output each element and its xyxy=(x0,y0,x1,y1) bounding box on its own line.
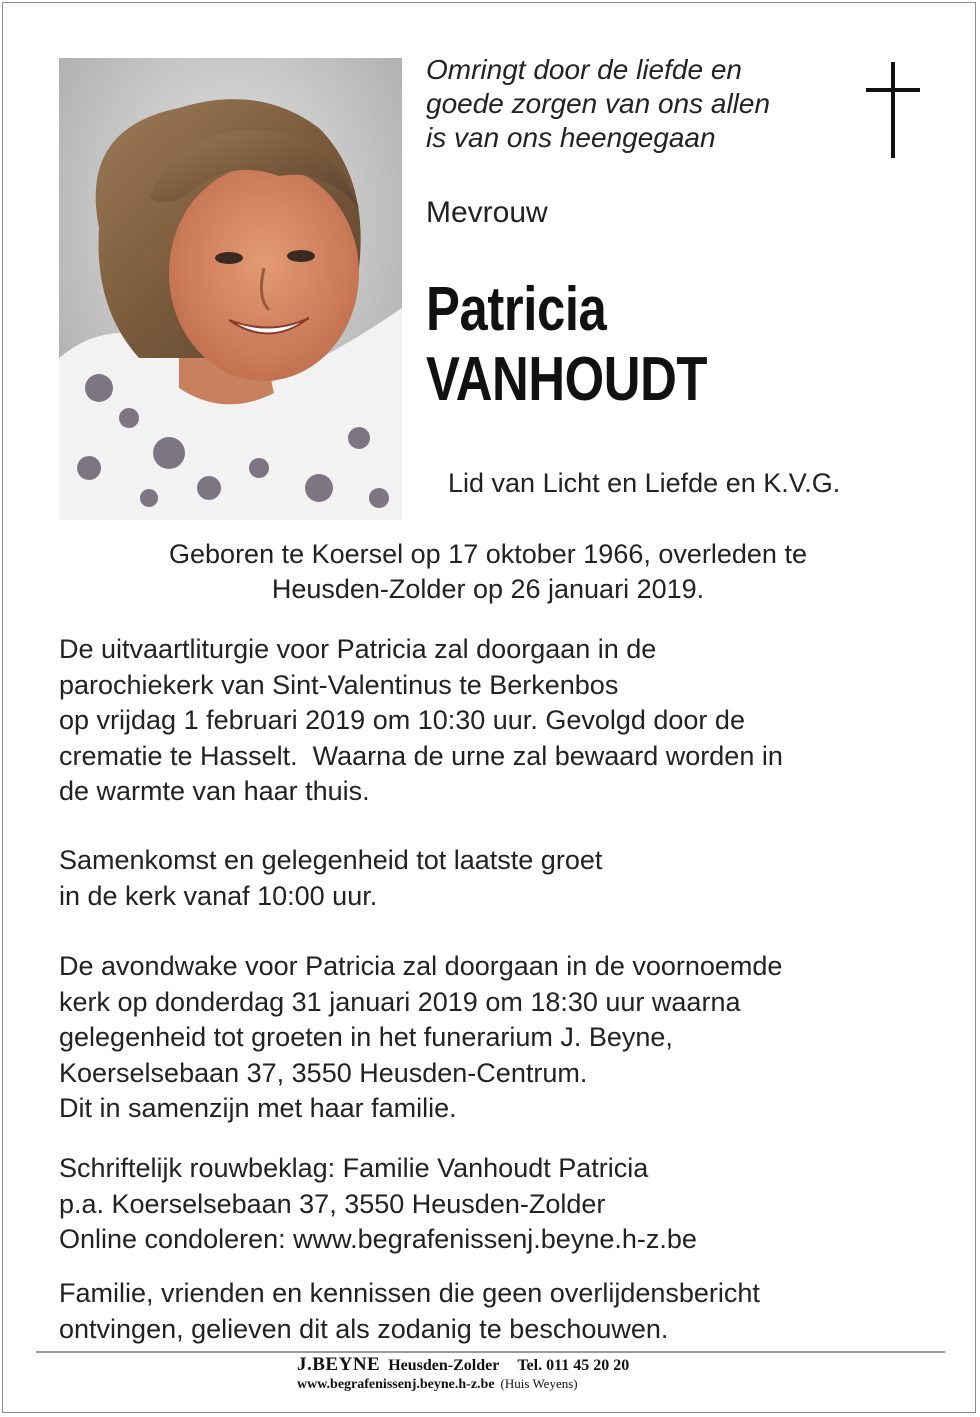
vigil-paragraph xyxy=(59,949,939,1127)
gathering-paragraph xyxy=(59,843,939,914)
vigil-line: Dit in samenzijn met haar familie. xyxy=(59,1093,457,1123)
deceased-name xyxy=(426,275,707,415)
portrait-photo xyxy=(59,58,402,520)
vigil-line: Koerselsebaan 37, 3550 Heusden-Centrum. xyxy=(59,1057,588,1088)
gathering-line: in de kerk vanaf 10:00 uur. xyxy=(59,880,378,911)
footer-divider xyxy=(36,1351,945,1353)
gathering-line: Samenkomst en gelegenheid tot laatste groet xyxy=(59,845,603,875)
intro-line: is van ons heengegaan xyxy=(426,122,716,153)
condolence-line: p.a. Koerselsebaan 37, 3550 Heusden-Zolder xyxy=(59,1188,606,1219)
funeral-home-brand: J.BEYNE xyxy=(297,1354,381,1375)
vigil-line: gelegenheid tot groeten in het funerarium J. Beyne, xyxy=(59,1022,673,1052)
footer-contact-row xyxy=(297,1355,717,1376)
closing-paragraph xyxy=(59,1276,939,1347)
birth-line: Heusden-Zolder op 26 januari 2019. xyxy=(271,574,705,604)
funeral-home-phone: Tel. 011 45 20 20 xyxy=(517,1357,630,1374)
condolence-line: Schriftelijk rouwbeklag: Familie Vanhoudt Patricia xyxy=(59,1153,649,1183)
birth-death-info xyxy=(58,537,918,607)
membership: Lid van Licht en Liefde en K.V.G. xyxy=(448,468,841,498)
intro-line: Omringt door de liefde en xyxy=(426,54,742,85)
intro-verse xyxy=(426,53,846,155)
last-name: VANHOUDT xyxy=(426,345,708,414)
funeral-home-town: Heusden-Zolder xyxy=(388,1357,500,1374)
condolence-website-line[interactable]: Online condoleren: www.begrafenissenj.beyne.h-z.be xyxy=(59,1224,697,1254)
intro-line: goede zorgen van ons allen xyxy=(426,88,771,119)
salutation: Mevrouw xyxy=(426,196,548,229)
funeral-line: de warmte van haar thuis. xyxy=(59,776,370,806)
funeral-line: parochiekerk van Sint-Valentinus te Berkenbos xyxy=(59,669,619,700)
funeral-home-footer xyxy=(297,1355,717,1393)
birth-line: Geboren te Koersel op 17 oktober 1966, overleden te xyxy=(169,539,807,569)
vigil-line: De avondwake voor Patricia zal doorgaan in de voornoemde xyxy=(59,951,783,981)
closing-line: ontvingen, gelieven dit als zodanig te beschouwen. xyxy=(59,1313,669,1344)
funeral-line: De uitvaartliturgie voor Patricia zal doorgaan in de xyxy=(59,634,657,664)
funeral-home-website[interactable]: www.begrafenissenj.beyne.h-z.be xyxy=(297,1377,495,1392)
funeral-paragraph xyxy=(59,632,939,810)
first-name: Patricia xyxy=(426,275,607,344)
footer-web-row xyxy=(297,1376,717,1393)
condolence-paragraph xyxy=(59,1151,939,1258)
closing-line: Familie, vrienden en kennissen die geen overlijdensbericht xyxy=(59,1278,760,1308)
funeral-line: op vrijdag 1 februari 2019 om 10:30 uur. Gevolgd door de xyxy=(59,705,745,735)
cross-icon xyxy=(862,62,924,160)
funeral-line: crematie te Hasselt. Waarna de urne zal bewaard worden in xyxy=(59,740,783,771)
funeral-home-house: (Huis Weyens) xyxy=(500,1376,578,1391)
vigil-line: kerk op donderdag 31 januari 2019 om 18:30 uur waarna xyxy=(59,986,741,1017)
